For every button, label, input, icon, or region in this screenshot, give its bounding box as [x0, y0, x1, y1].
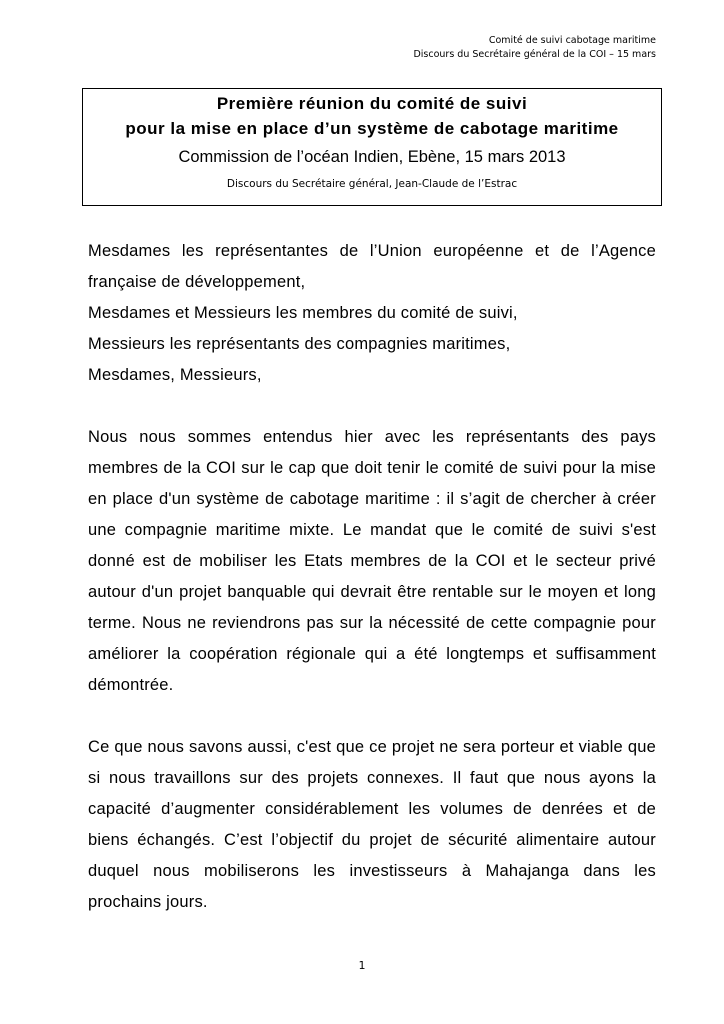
body-paragraph: Nous nous sommes entendus hier avec les représentants des pays membres de la COI sur le cap que doit tenir le comité de suivi pour la mise en place d'un système de cabotage maritime : il s’agit de chercher à créer une compagnie maritime mixte. Le mandat que le comité de suivi s'est donné est de mobiliser les Etats membres de la COI et le secteur privé autour d'un projet banquable qui devrait être rentable sur le moyen et long terme. Nous ne reviendrons pas sur la nécessité de cette compagnie pour améliorer la coopération régionale qui a été longtemps et suffisamment démontrée. [88, 428, 656, 694]
header-line-1: Comité de suivi cabotage maritime [488, 35, 656, 46]
page-number: 1 [358, 959, 366, 972]
title-box [82, 88, 662, 206]
salutation-line: Mesdames, Messieurs, [88, 366, 262, 384]
salutation-line: Mesdames et Messieurs les membres du comité de suivi, [88, 304, 518, 322]
salutation-block [88, 236, 656, 391]
salutation-line: Messieurs les représentants des compagnies maritimes, [88, 335, 511, 353]
running-header [413, 34, 656, 62]
title-line-2: pour la mise en place d’un système de cabotage maritime [125, 119, 619, 138]
document-body [88, 236, 656, 949]
title-line-1: Première réunion du comité de suivi [216, 94, 528, 113]
salutation-line: Mesdames les représentantes de l’Union européenne et de l’Agence française de développement, [88, 242, 656, 291]
header-line-2: Discours du Secrétaire général de la COI – 15 mars [413, 49, 656, 60]
body-paragraph: Ce que nous savons aussi, c'est que ce projet ne sera porteur et viable que si nous travaillons sur des projets connexes. Il faut que nous ayons la capacité d’augmenter considérablement les volumes de denrées et de biens échangés. C’est l’objectif du projet de sécurité alimentaire autour duquel nous mobiliserons les investisseurs à Mahajanga dans les prochains jours. [88, 738, 656, 911]
title-line-4: Discours du Secrétaire général, Jean-Claude de l’Estrac [226, 178, 518, 190]
title-line-3: Commission de l’océan Indien, Ebène, 15 mars 2013 [178, 148, 566, 166]
